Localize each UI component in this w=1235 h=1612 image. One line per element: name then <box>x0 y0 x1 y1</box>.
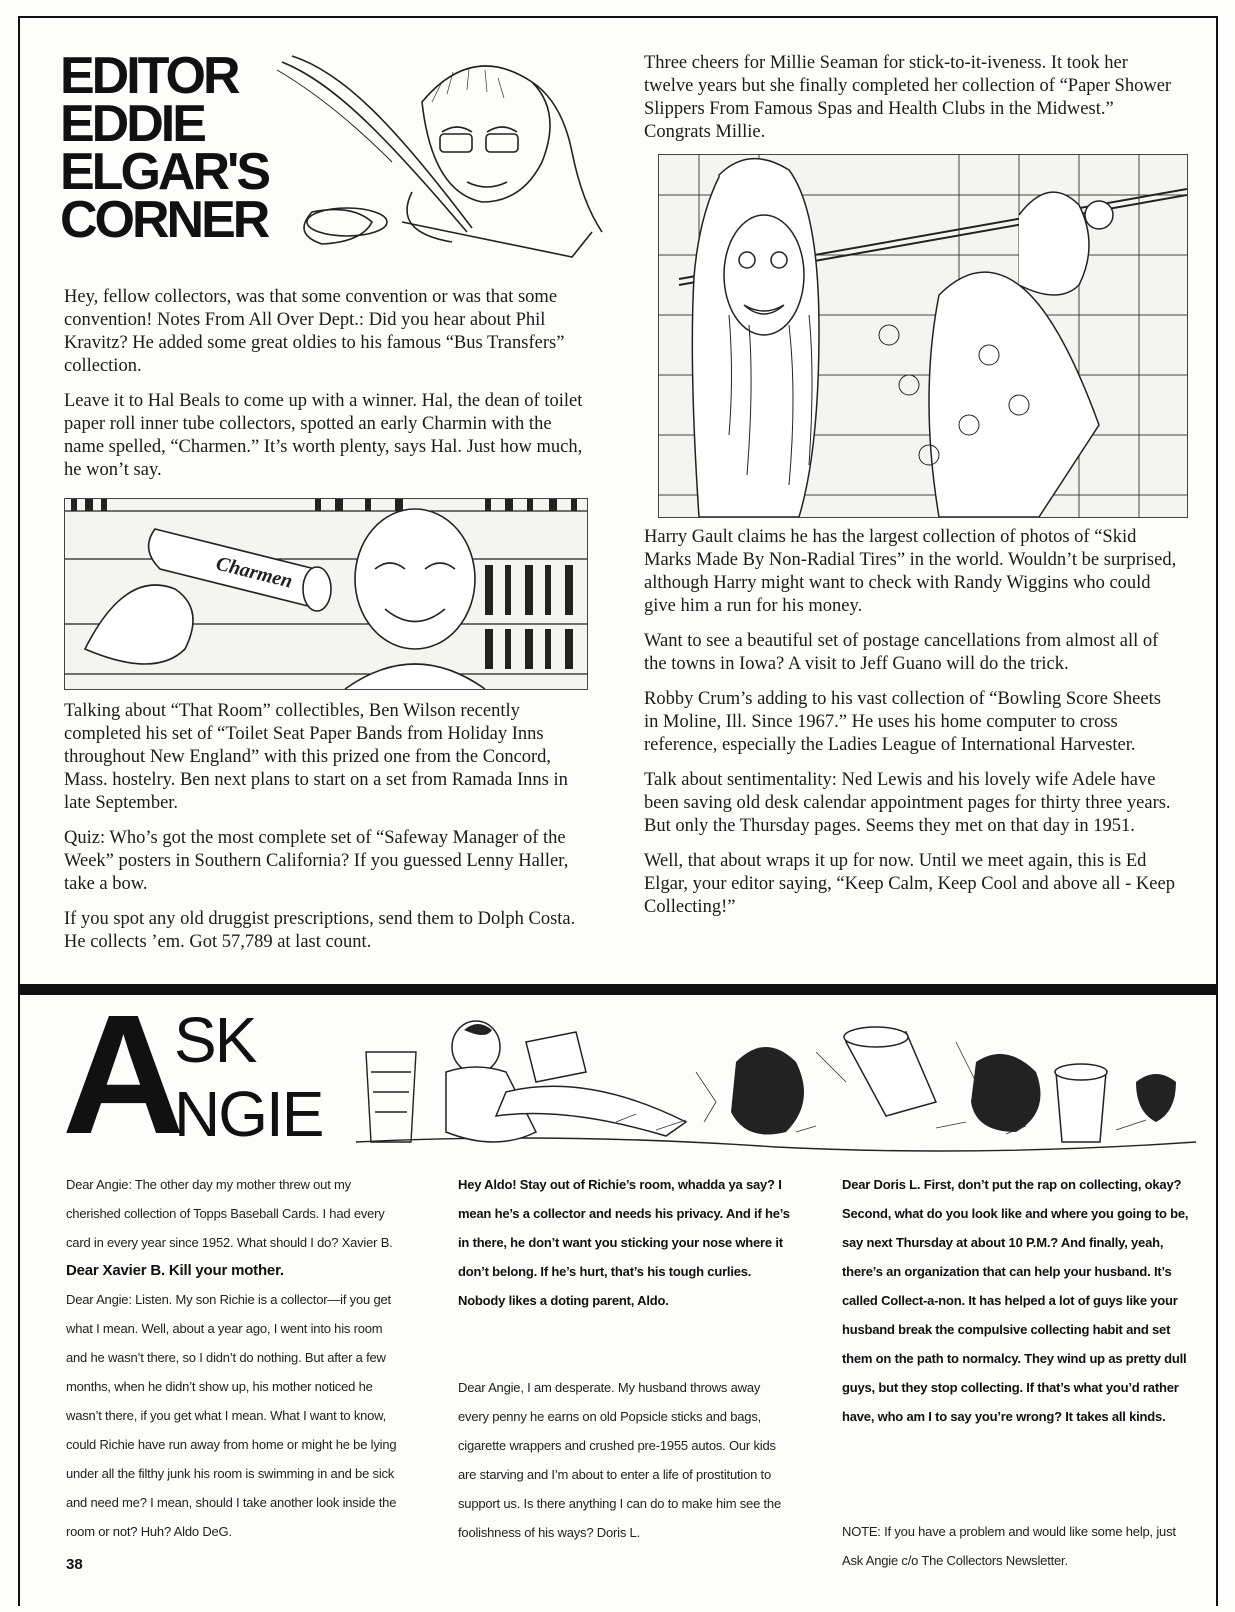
reply: Hey Aldo! Stay out of Richie’s room, whadda ya say? I mean he’s a collector and needs his privacy. And if he’s in there, he don’t want you sticking your nose where it don’t belong. If he’s hurt, that’s his tough curlies. Nobody likes a doting parent, Aldo. <box>458 1177 790 1308</box>
paragraph: Three cheers for Millie Seaman for stick-to-it-iveness. It took her twelve years but she finally completed her collection of “Paper Shower Slippers From Famous Spas and Health Clubs in the Midwest.” Congrats Millie. <box>644 53 1172 142</box>
page-border-right <box>1216 16 1218 1606</box>
paragraph: Leave it to Hal Beals to come up with a winner. Hal, the dean of toilet paper roll inner tube collectors, spotted an early Charmin with the name spelled, “Charmen.” It’s worth plenty, says Hal. Just how much, he won’t say. <box>64 391 583 480</box>
letter: Dear Angie, I am desperate. My husband throws away every penny he earns on old Popsicle sticks and bags, cigarette wrappers and crushed pre-1955 autos. Our kids are starving and I’m about to enter a life of prostitution to support us. Is there anything I can do to make him see the foolishness of his ways? Doris L. <box>458 1380 781 1540</box>
paragraph: If you spot any old druggist prescriptions, send them to Dolph Costa. He collects ’em. Got 57,789 at last count. <box>64 909 576 952</box>
reply: Dear Doris L. First, don’t put the rap on collecting, okay? Second, what do you look like and where you going to be, say next Thursday at about 10 P.M.? And finally, yeah, there’s an organization that can help your husband. It’s called Collect-a-non. It has helped a lot of guys like your husband break the compulsive collecting habit and set them on the path to normalcy. They wind up as pretty dull guys, but they stop collecting. If that’s what you’d rather have, who am I to say you’re wrong? It takes all kinds. <box>842 1177 1189 1424</box>
paragraph: Talk about sentimentality: Ned Lewis and his lovely wife Adele have been saving old desk calendar appointment pages for thirty three years. But only the Thursday pages. Seems they met on that day in 1951. <box>644 770 1171 836</box>
ask-angie-logo <box>62 980 362 1170</box>
editor-writing-illustration <box>272 42 612 264</box>
page-border-left <box>18 16 20 1606</box>
paragraph: Hey, fellow collectors, was that some convention or was that some convention! Notes From All Over Dept.: Did you hear about Phil Kravitz? He added some great oldies to his famous “Bus Transfers” collection. <box>64 287 565 376</box>
title-line: EDITOR <box>60 47 238 105</box>
section-divider <box>18 984 1217 995</box>
charmen-roll-illustration <box>64 498 588 690</box>
ask-column-2 <box>458 1170 794 1547</box>
shower-sketch <box>659 155 1187 517</box>
paragraph: Want to see a beautiful set of postage cancellations from almost all of the towns in Iowa? A visit to Jeff Guano will do the trick. <box>644 631 1159 674</box>
paragraph: Well, that about wraps it up for now. Until we meet again, this is Ed Elgar, your editor saying, “Keep Calm, Keep Cool and above all - Keep Collecting!” <box>644 851 1175 917</box>
paragraph: Talking about “That Room” collectibles, Ben Wilson recently completed his set of “Toilet Seat Paper Bands from Holiday Inns throughout New England” with this prized one from the Concord, Mass. hostelry. Ben next plans to start on a set from Ramada Inns in late September. <box>64 701 568 813</box>
paragraph: Harry Gault claims he has the largest collection of photos of “Skid Marks Made By Non-Radial Tires” in the world. Wouldn’t be surprised, although Harry might want to check with Randy Wiggins who could give him a run for his money. <box>644 527 1177 616</box>
charmen-sketch <box>65 499 587 689</box>
paragraph: Robby Crum’s adding to his vast collection of “Bowling Score Sheets in Moline, Ill. Since 1967.” He uses his home computer to cross reference, especially the Ladies League of International Harvester. <box>644 689 1161 755</box>
paragraph: Quiz: Who’s got the most complete set of “Safeway Manager of the Week” posters in Southern California? If you guessed Lenny Haller, take a bow. <box>64 828 569 894</box>
editor-right-column <box>644 526 1178 931</box>
reply: Dear Xavier B. Kill your mother. <box>66 1262 284 1279</box>
note: NOTE: If you have a problem and would like some help, just Ask Angie c/o The Collectors Newsletter. <box>842 1524 1176 1568</box>
logo-letter-a: A <box>62 980 179 1170</box>
junk-pile-illustration <box>356 1012 1196 1162</box>
charmen-roll-text: Charmen <box>213 552 295 593</box>
ask-column-1 <box>66 1170 402 1546</box>
editor-corner-title <box>60 47 280 249</box>
ask-column-3 <box>842 1170 1194 1575</box>
title-line: CORNER <box>60 191 268 249</box>
editor-left-column-lower <box>64 700 586 966</box>
page-number: 38 <box>66 1556 83 1573</box>
shower-illustration <box>658 154 1188 518</box>
letter: Dear Angie: The other day my mother threw out my cherished collection of Topps Baseball Cards. I had every card in every year since 1952. What should I do? Xavier B. <box>66 1177 393 1250</box>
title-line: ELGAR'S <box>60 143 269 201</box>
page-border-top <box>18 16 1218 18</box>
editor-left-column <box>64 286 586 494</box>
title-line: EDDIE <box>60 95 204 153</box>
editor-right-column-top <box>644 52 1178 156</box>
junk-sketch <box>356 1012 1196 1162</box>
letter: Dear Angie: Listen. My son Richie is a collector—if you get what I mean. Well, about a year ago, I went into his room and he wasn’t there, so I didn’t do nothing. But after a few months, when he didn’t show up, his mother noticed he wasn’t there, if you get what I mean. What I want to know, could Richie have run away from home or might he be lying under all the filthy junk his room is swimming in and be sick and need me? I mean, should I take another look inside the room or not? Huh? Aldo DeG. <box>66 1292 397 1539</box>
editor-sketch <box>272 42 612 264</box>
logo-sk: SK <box>174 1004 256 1076</box>
logo-ngie: NGIE <box>174 1078 323 1150</box>
